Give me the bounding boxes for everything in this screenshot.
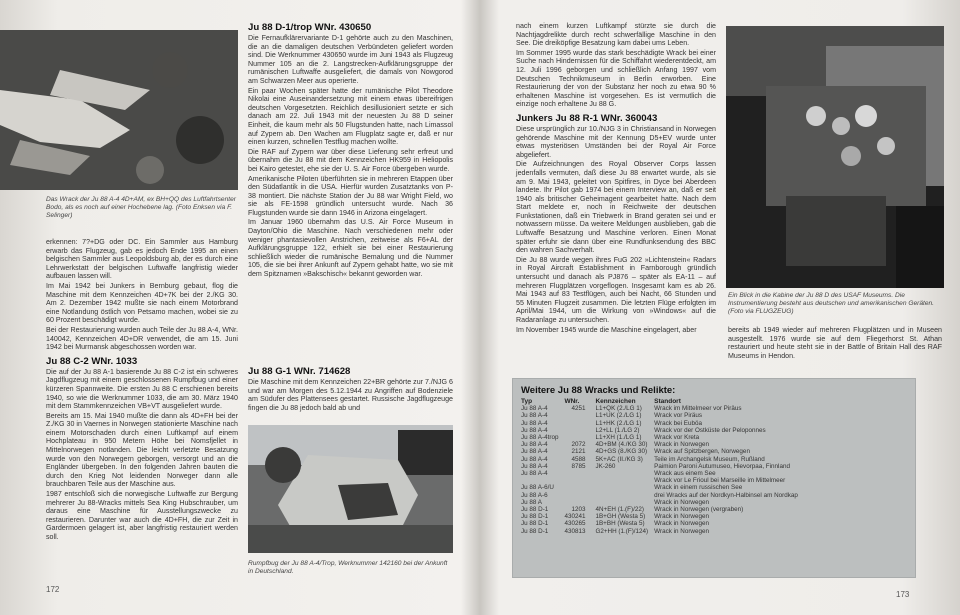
table-cell [564,477,595,484]
nose-photo-image [248,425,453,553]
table-cell: Ju 88 A-6 [521,491,548,499]
table-cell [595,477,654,484]
table-cell: 2121 [571,448,586,456]
table-cell: Ju 88 A [521,498,543,506]
table-cell: 1B+GH (Westa 5) [595,513,646,521]
table-row [521,456,804,463]
section-heading: Ju 88 D-1/trop WNr. 430650 [248,22,372,33]
table-cell [564,427,595,434]
paragraph: 1987 entschloß sich die norwegische Luftwaffe zur Bergung mehrerer Ju 88-Wracks mittels Sea King Hubschrauber, um daraus eine Maschine für Ausstellungszwecke zu restaurieren. Darunter war auch die 4D+FH, die zur Zeit in Gardermoen gelagert ist, aber langfristig restauriert werden soll. [46,490,238,541]
right-column-2 [728,326,942,361]
paragraph: Im November 1945 wurde die Maschine eingelagert, aber [516,325,697,334]
table-row [521,427,804,434]
paragraph: Ein paar Wochen später hatte der rumänische Pilot Theodore Nikolai eine Auseinandersetzung mit einem etwas übereifrigen deutschen Vorgesetzten. Reichlich desillusioniert setzte er sich danach am 22. Juli 1943 mit der neuesten Ju 88 D seiner Einheit, die kaum mehr als 50 Flugstunden hatte, nach Limassol auf Zypern ab. Den Wachen am Flugplatz sagte er, daß er nur einen kurzen, schnellen Testflug machen wollte. [248,86,453,147]
paragraph: erkennen: 7?+DG oder DC. Ein Sammler aus Hamburg erwarb das Flugzeug, gab es jedoch Ende 1995 an einen belgischen Sammler aus Leopoldsburg ab, der es durch eine Lehrwerkstatt der belgischen Luftwaffe langfristig wieder aufbauen lassen will. [46,238,238,281]
column-header: Typ [521,398,533,405]
paragraph: Die Aufzeichnungen des Royal Observer Corps lassen jedenfalls vermuten, daß diese Ju 88 erwartet wurde, als sie am 9. Mai 1943, geleitet von Spitfires, in Dyce bei Aberdeen landete. Ihr Pilot gab 1974 bei einem Interview an, daß er seit 1940 als britischer Geheimagent gearbeitet hatte. Nach dem Start meldete er, noch in Reichweite der deutschen Funkstationen, daß ein Triebwerk in Brand geraten sei und er notwassern müsse. Da weitere Meldungen ausblieben, gab die Luftwaffe Besatzung und Maschine verloren. Einen Monat später erfuhr sie dann über eine Rundfunksendung des BBC den wahren Sachverhalt. [516,160,716,255]
cockpit-photo-caption: Ein Blick in die Kabine der Ju 88 D des USAF Museums. Die Instrumentierung besteht aus deutschen und amerikanischen Geräten. (Foto via FLUGZEUG) [728,292,934,315]
table-cell: Wrack in einem russischen See [654,484,743,492]
table-row [521,484,804,491]
table-cell: 4D+GS (8./KG 30) [595,448,648,456]
section-heading: Ju 88 C-2 WNr. 1033 [46,355,138,367]
table-cell: 8785 [571,462,586,470]
table-cell: G2+HH (1.(F)/124) [595,527,649,535]
table-cell: Wrack im Mittelmeer vor Piräus [654,405,742,413]
table-cell: 4N+EH (1.(F)/22) [595,506,644,514]
table-cell: Ju 88 A-6/U [521,484,554,492]
table-cell: Wrack vor Piräus [654,412,702,420]
paragraph: Die auf der Ju 88 A-1 basierende Ju 88 C-2 ist ein schweres Jagdflugzeug mit einem geschlossenen Rumpfbug und einer kürzeren Spannweite. Die ersten Ju 88 C erschienen bereits 1940, so wie die Werknummer 1033, die am 30. März 1940 mit dem Stammkennzeichen VB+VT ausgeliefert wurde. [46,367,238,411]
left-column-2b [248,366,453,413]
table-header-row [521,398,804,405]
wreck-table-title: Weitere Ju 88 Wracks und Relikte: [521,385,676,396]
table-cell: L1+XH (1./LG 1) [595,434,642,442]
table-row [521,420,804,427]
table-cell: Ju 88 A-4 [521,419,548,427]
table-cell [564,412,595,419]
paragraph: Bereits am 15. Mai 1940 mußte die dann als 4D+FH bei der Z./KG 30 in Vaernes in Norwegen stationierte Maschine nach einem Motorschaden durch einen Luftkampf auf einem Hochplateau in 950 Metern Höhe bei Nomsfjellet in Mittelnorwegen notlanden. Die leicht verletzte Besatzung wurde von den Norwegern geborgen, versorgt und an die Engländer übergeben. In den folgenden Jahren bauten die durch den Krieg Not leidenden Norweger dann alle brauchbaren Teile aus der Maschine aus. [46,411,238,489]
table-cell: 430241 [564,513,586,521]
table-cell: Ju 88 A-4 [521,426,548,434]
table-row [521,513,804,520]
column-header: Standort [654,398,681,405]
table-cell: 2072 [571,441,586,449]
table-cell: Ju 88 A-4 [521,441,548,449]
right-column-1 [516,22,716,335]
section-heading: Junkers Ju 88 R-1 WNr. 360043 [516,112,658,124]
table-cell: Wrack vor Le Frioul bei Marseille im Mittelmeer [654,477,786,485]
table-cell: JK-260 [595,462,616,470]
paragraph: Im Sommer 1995 wurde das stark beschädigte Wrack bei einer Suche nach Hindernissen für die Schiffahrt wiederentdeckt, am 12. Juli 1996 geborgen und schließlich Anfang 1997 vom Deutschen Technikmuseum in Berlin erworben. Eine Restaurierung der von der Substanz her noch zu etwa 90 % erhaltenen Maschine ist vorgesehen. Es ist vermutlich die einzige noch erhaltene Ju 88 G. [516,48,716,109]
table-cell: Ju 88 D-1 [521,520,549,528]
table-cell: Teile im Archangelsk Museum, Rußland [654,455,765,463]
table-cell: Ju 88 D-1 [521,506,549,514]
table-cell: Ju 88 D-1 [521,527,549,535]
table-cell: Wrack in Norwegen (vergraben) [654,506,744,514]
table-cell: Ju 88 A-4 [521,405,548,413]
table-cell: Ju 88 D-1 [521,513,549,521]
table-cell [564,492,595,499]
table-cell: Ju 88 A-4trop [521,434,559,442]
nose-photo-caption: Rumpfbug der Ju 88 A-4/Trop, Werknummer 142160 bei der Ankunft in Deutschland. [248,560,448,575]
table-cell: 4D+BM (4./KG 30) [595,441,648,449]
paragraph: Die RAF auf Zypern war über diese Lieferung sehr erfreut und übernahm die Ju 88 mit dem Kennzeichen HK959 in Heliopolis bei Kairo getestet, ehe sie der U. S. Air Force übergeben wurde. [248,147,453,173]
wreck-photo [0,30,238,190]
table-cell: 430813 [564,527,586,535]
wreck-table [521,398,804,535]
wreck-photo-caption: Das Wrack der Ju 88 A-4 4D+AM, ex BH+QQ des Luftfahrtsenter Bodo, als es noch auf einer Hochebene lag. (Foto Enksen via F. Selinger) [46,196,236,219]
table-cell [521,477,564,484]
paragraph: nach einem kurzen Luftkampf stürzte sie durch die Nachtjagdrelikte durch recht schwerfällige Maschine in den See. Die dreiköpfige Besatzung kam dabei ums Leben. [516,22,716,48]
table-row [521,434,804,441]
table-cell: 1B+BH (Westa 5) [595,520,645,528]
table-row [521,520,804,527]
cockpit-photo-image [726,26,944,288]
table-cell: Wrack in Norwegen [654,513,709,521]
table-cell: L2+LL (1./LG 2) [595,426,640,434]
table-cell: Wrack bei Euböa [654,419,702,427]
page-number-right: 173 [896,590,910,599]
table-row [521,463,804,470]
table-cell: Ju 88 A-4 [521,462,548,470]
paragraph: Die Fernaufklärervariante D-1 gehörte auch zu den Maschinen, die an die damaligen deutschen Verbündeten geliefert worden sind. Die Werknummer 430650 wurde im Juni 1943 als Flugzeug Nummer 105 an die 2. Langstrecken-Aufklärungsgruppe der rumänischen Luftwaffe ausgeliefert, die damals von Nowgorod am Schwarzen Meer aus operierte. [248,34,453,85]
table-cell: drei Wracks auf der Nordkyn-Halbinsel am Nordkap [654,491,798,499]
paragraph: bereits ab 1949 wieder auf mehreren Flugplätzen und in Museen ausgestellt. 1976 wurde sie auf dem Fliegerhorst St. Athan restauriert und heute steht sie in der Battle of Britain Hall des RAF Museums in Hendon. [728,326,942,360]
paragraph: Die Maschine mit dem Kennzeichen 22+BR gehörte zur 7./NJG 6 und war am Morgen des 5.12.1944 zu Angriffen auf Bodenziele am Südufer des Plattensees gestartet. Russische Jagdflugzeuge fingen die Ju 88 jedoch bald ab und [248,378,453,412]
table-cell: L1+QK (2./LG 1) [595,405,642,413]
table-cell: Wrack in Norwegen [654,498,709,506]
right-page [482,0,960,615]
table-row [521,477,804,484]
section-heading: Ju 88 G-1 WNr. 714628 [248,366,351,377]
table-cell: 4588 [571,455,586,463]
table-cell [595,499,654,506]
cockpit-photo [726,26,944,288]
table-cell: Paimion Paroni Autumuseo, Hievorpaa, Finnland [654,462,790,470]
table-cell [564,434,595,441]
table-cell [595,484,654,491]
table-cell [564,499,595,506]
table-cell [595,492,654,499]
wreck-table-box [512,378,916,578]
table-row [521,492,804,499]
table-cell: Wrack aus einem See [654,470,716,478]
left-column-1 [46,238,238,543]
column-header: Kennzeichen [595,398,636,405]
table-cell: Wrack in Norwegen [654,441,709,449]
wreck-table-body [521,405,804,535]
table-cell [564,420,595,427]
table-row [521,405,804,412]
nose-photo [248,425,453,553]
table-row [521,506,804,513]
wreck-photo-image [0,30,238,190]
table-row [521,528,804,535]
paragraph: Bei der Restaurierung wurden auch Teile der Ju 88 A-4, WNr. 140042, Kennzeichen 4D+DR verwendet, die am 15. Juni 1942 bei Murmansk abgeschossen worden war. [46,325,238,352]
table-cell: 1203 [571,506,586,514]
table-cell [595,470,654,477]
table-cell: Ju 88 A-4 [521,412,548,420]
table-cell: Wrack auf Spitzbergen, Norwegen [654,448,750,456]
paragraph: Die Ju 88 wurde wegen ihres FuG 202 »Lichtenstein« Radars in Royal Aircraft Establishment in Farnborough gründlich untersucht und danach als PJ876 – später als EA-11 – auf mehreren Flugplätzen vorgeflogen. Insgesamt kam es ab 26. Mai 1943 auf 83 Testflügen, auch bei Nacht, 66 Stunden und 55 Minuten Flugzeit zusammen. Die letzten Flüge erfolgten im April/Mai 1944, um die Wirkung von »Windows« auf die Radaranlage zu untersuchen. [516,255,716,324]
table-cell: 5K+AC (II./KG 3) [595,455,643,463]
table-row [521,441,804,448]
table-row [521,412,804,419]
table-cell: Ju 88 A-4 [521,448,548,456]
left-column-2 [248,22,453,280]
table-row [521,499,804,506]
table-cell: L1+UK (2./LG 1) [595,412,642,420]
table-cell: 430265 [564,520,586,528]
paragraph: Im Mai 1942 bei Junkers in Bernburg gebaut, flog die Maschine mit dem Kennzeichen 4D+7K bei der 2./KG 30. Am 2. Dezember 1942 mußte sie nach einem Motorbrand eine Notlandung östlich von Petsamo machen, wobei sie zu 60 Prozent beschädigt wurde. [46,281,238,325]
table-row [521,470,804,477]
table-cell: Wrack in Norwegen [654,527,709,535]
table-cell: Ju 88 A-4 [521,470,548,478]
table-cell: L1+HK (2./LG 1) [595,419,642,427]
table-cell: 4251 [571,405,586,413]
table-cell: Ju 88 A-4 [521,455,548,463]
table-cell [564,484,595,491]
left-page [0,0,478,615]
column-header: WNr. [564,398,580,405]
table-cell: Wrack in Norwegen [654,520,709,528]
paragraph: Diese ursprünglich zur 10./NJG 3 in Christiansand in Norwegen gehörende Maschine mit der Kennung D5+EV wurde unter etwas mysteriösen Umständen bei der Royal Air Force abgeliefert. [516,124,716,159]
table-row [521,448,804,455]
page-number-left: 172 [46,585,60,594]
paragraph: Im Januar 1960 übernahm das U.S. Air Force Museum in Dayton/Ohio die Maschine. Nach verschiedenen mehr oder weniger phantasievollen Anstrichen, zeitweise als F6+AL der Aufklärungsgruppe 122, erhielt sie bei einer Restaurierung schließlich wieder die rumänische Bemalung und die Nummer 105, die sie bei ihrer Ankunft auf Zypern gehabt hatte, wo sie mit dem Spitznamen »Bakschisch« bekannt geworden war. [248,218,453,279]
table-cell: Wrack vor der Ostküste der Peloponnes [654,426,766,434]
table-cell [564,470,595,477]
table-cell: Wrack vor Kreta [654,434,700,442]
paragraph: Amerikanische Piloten überführten sie in mehreren Etappen über den Südatlantik in die USA. Hierfür wurden Zusatztanks von P-38 montiert. Die nächste Station der Ju 88 war Wright Field, wo sie als FE-1598 gründlich untersucht wurde. Nach 36 Flugstunden wurde sie dann 1946 in Arizona eingelagert. [248,174,453,217]
